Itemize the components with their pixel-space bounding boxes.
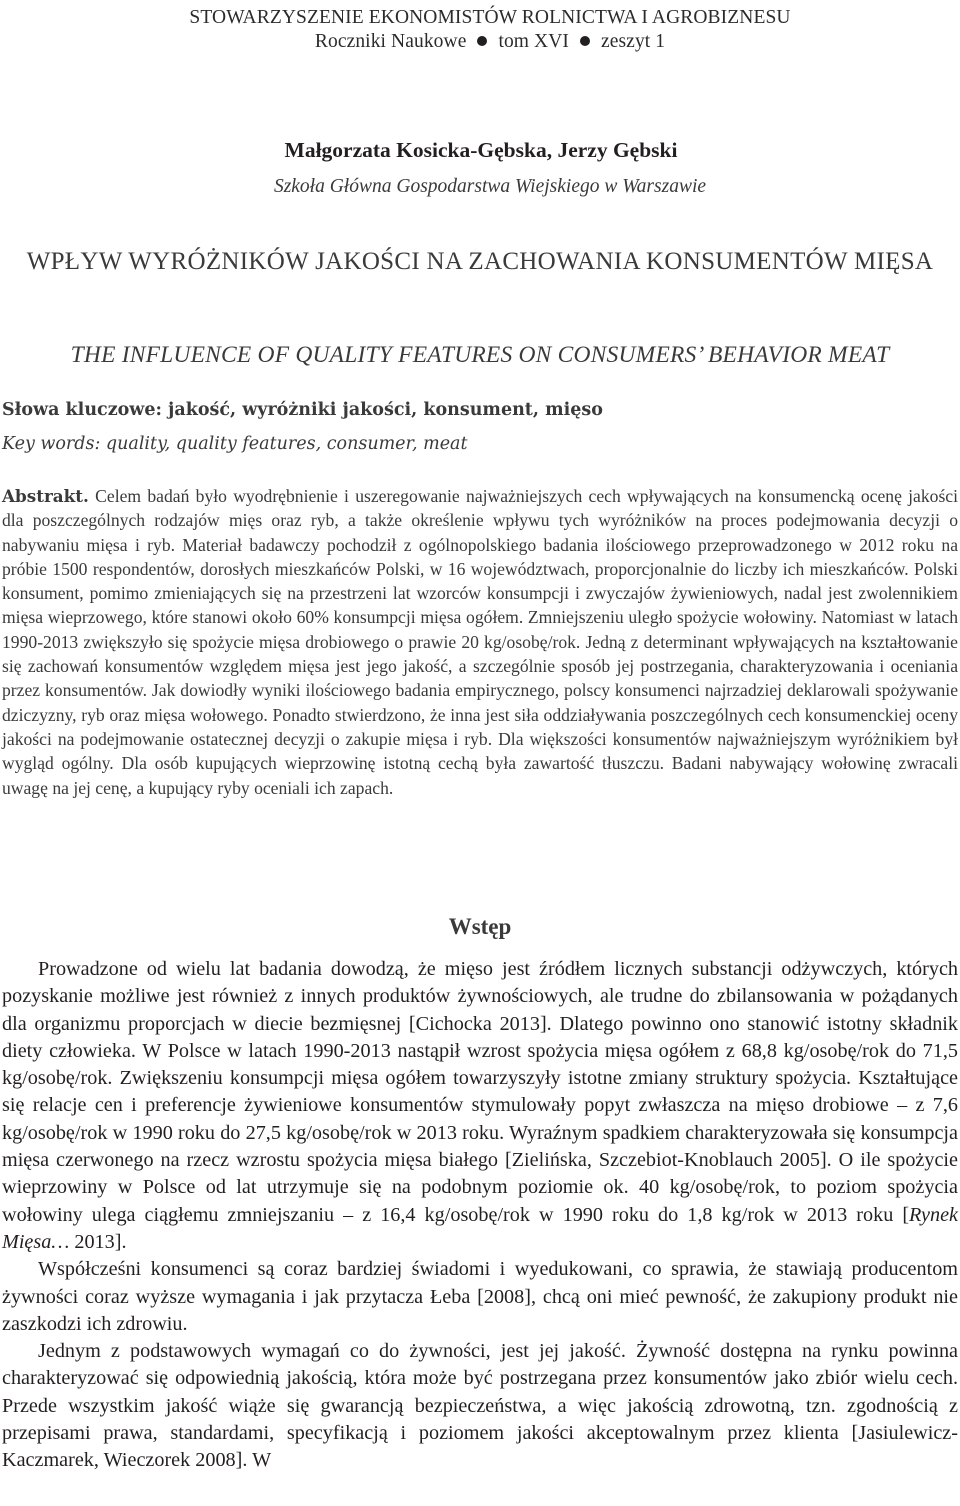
keywords-english: Key words: quality, quality features, consumer, meat bbox=[2, 434, 468, 454]
article-title-polish: WPŁYW WYRÓŻNIKÓW JAKOŚCI NA ZACHOWANIA KONSUMENTÓW MIĘSA bbox=[26, 248, 934, 275]
paragraph: Współcześni konsumenci są coraz bardziej świadomi i wyedukowani, co sprawia, że stawiają producentom żywności coraz wyższe wymagania i jak przytacza Łeba [2008], chcą oni mieć pewność, że zakupiony produkt nie zaszkodzi ich zdrowiu. bbox=[2, 1258, 958, 1335]
article-authors: Małgorzata Kosicka-Gębska, Jerzy Gębski bbox=[284, 138, 678, 162]
abstract bbox=[2, 484, 958, 800]
section-title: Wstęp bbox=[448, 914, 512, 939]
author-affiliation: Szkoła Główna Gospodarstwa Wiejskiego w Warszawie bbox=[273, 176, 707, 197]
bullet-icon bbox=[477, 36, 487, 46]
citation-italic: Rynek Mięsa… bbox=[2, 1203, 958, 1253]
paragraph bbox=[2, 956, 958, 1256]
article-title-english: THE INFLUENCE OF QUALITY FEATURES ON CONSUMERS’ BEHAVIOR MEAT bbox=[70, 342, 890, 368]
paragraph-tail: 2013]. bbox=[69, 1230, 127, 1253]
journal-name: Roczniki Naukowe bbox=[314, 31, 467, 52]
paragraph-text: Prowadzone od wielu lat badania dowodzą, że mięso jest źródłem licznych substancji odżywczych, których pozyskanie możliwe jest również z innych produktów żywnościowych, ale trudne do zbilansowania w pożądanych dla organizmu proporcjach w diecie bezmięsnej [Cichocka 2013]. Dlatego powinno ono stanowić istotny składnik diety człowieka. W Polsce w latach 1990-2013 nastąpił wzrost spożycia mięsa ogółem z 68,8 kg/osobę/rok do 71,5 kg/osobę/rok. Zwiększeniu konsumpcji mięsa ogółem towarzyszyły istotne zmiany struktury spożycia. Kształtujące się relacje cen i preferencje żywieniowe konsumentów stymulowały popyt zwłaszcza na mięso drobiowe – z 7,6 kg/osobę/rok w 1990 roku do 27,5 kg/osobę/rok w 2013 roku. Wyraźnym spadkiem charakteryzowała się konsumpcja mięsa czerwonego na rzecz wzrostu spożycia mięsa białego [Zielińska, Szczebiot-Knoblauch 2005]. O ile spożycie wieprzowiny w Polsce od lat utrzymuje się na podobnym poziomie ok. 40 kg/osobę/rok, to poziom spożycia wołowiny ulega ciągłemu zmniejszaniu – z 16,4 kg/osobę/rok w 1990 roku do 1,8 kg/rok w 2013 roku [ bbox=[2, 958, 958, 1226]
journal-issue: zeszyt 1 bbox=[600, 31, 666, 52]
abstract-text: Celem badań było wyodrębnienie i uszeregowanie najważniejszych cech wpływających na konsumencką ocenę jakości dla poszczególnych rodzajów mięs oraz ryb, a także określenie wpływu tych wyróżników na proces podejmowania decyzji o nabywaniu mięsa i ryb. Materiał badawczy pochodził z ogólnopolskiego badania ilościowego przeprowadzonego w 2012 roku na próbie 1500 respondentów, dorosłych mieszkańców Polski, w 16 województwach, proporcjonalnie do liczby ich mieszkańców. Polski konsument, pomimo zmieniających się na przestrzeni lat wzorców konsumpcji i zwyczajów żywieniowych, nadal jest zwolennikiem mięsa wieprzowego, które stanowi około 60% konsumpcji mięsa ogółem. Zmniejszeniu uległo spożycie wołowiny. Natomiast w latach 1990-2013 zwiększyło się spożycie mięsa drobiowego o prawie 20 kg/osobę/rok. Jedną z determinant wpływających na kształtowanie się zachowań konsumentów względem mięsa jest jego jakość, a szczególnie sposób jej postrzegania, charakteryzowania i oceniania przez konsumentów. Jak dowiodły wyniki ilościowego badania empirycznego, polscy konsumenci najrzadziej deklarowali spożywanie dziczyzny, ryb oraz mięsa wołowego. Ponadto stwierdzono, że inna jest siła oddziaływania poszczególnych cech konsumenckiej oceny jakości na podejmowanie ostatecznej decyzji o zakupie mięsa i ryb. Dla większości konsumentów najważniejszym wyróżnikiem był wygląd ogólny. Dla osób kupujących wieprzowinę istotną cechą była zawartość tłuszczu. Badani nabywający wołowinę zwracali uwagę na jej cenę, a kupujący ryby oceniali ich zapach. bbox=[2, 486, 958, 798]
paragraph: Jednym z podstawowych wymagań co do żywności, jest jej jakość. Żywność dostępna na rynku powinna charakteryzować się odpowiednią jakością, która może być postrzegana przez konsumentów jako zbiór wielu cech. Przede wszystkim jakość wiąże się gwarancją bezpieczeństwa, a więc jakością zdrowotną, tzn. zgodnością z przepisami prawa, standardami, specyfikacją i poziomem jakości akceptowalnym przez klienta [Jasiulewicz-Kaczmarek, Wieczorek 2008]. W bbox=[2, 1340, 958, 1472]
publisher-name: STOWARZYSZENIE EKONOMISTÓW ROLNICTWA I AGROBIZNESU bbox=[189, 7, 791, 28]
keywords-polish: Słowa kluczowe: jakość, wyróżniki jakości, konsument, mięso bbox=[2, 400, 603, 420]
journal-header bbox=[0, 6, 960, 54]
abstract-label: Abstrakt. bbox=[2, 486, 89, 506]
body-text bbox=[2, 956, 958, 1475]
bullet-icon bbox=[580, 36, 590, 46]
journal-issue-line bbox=[0, 30, 960, 54]
journal-volume: tom XVI bbox=[498, 31, 570, 52]
